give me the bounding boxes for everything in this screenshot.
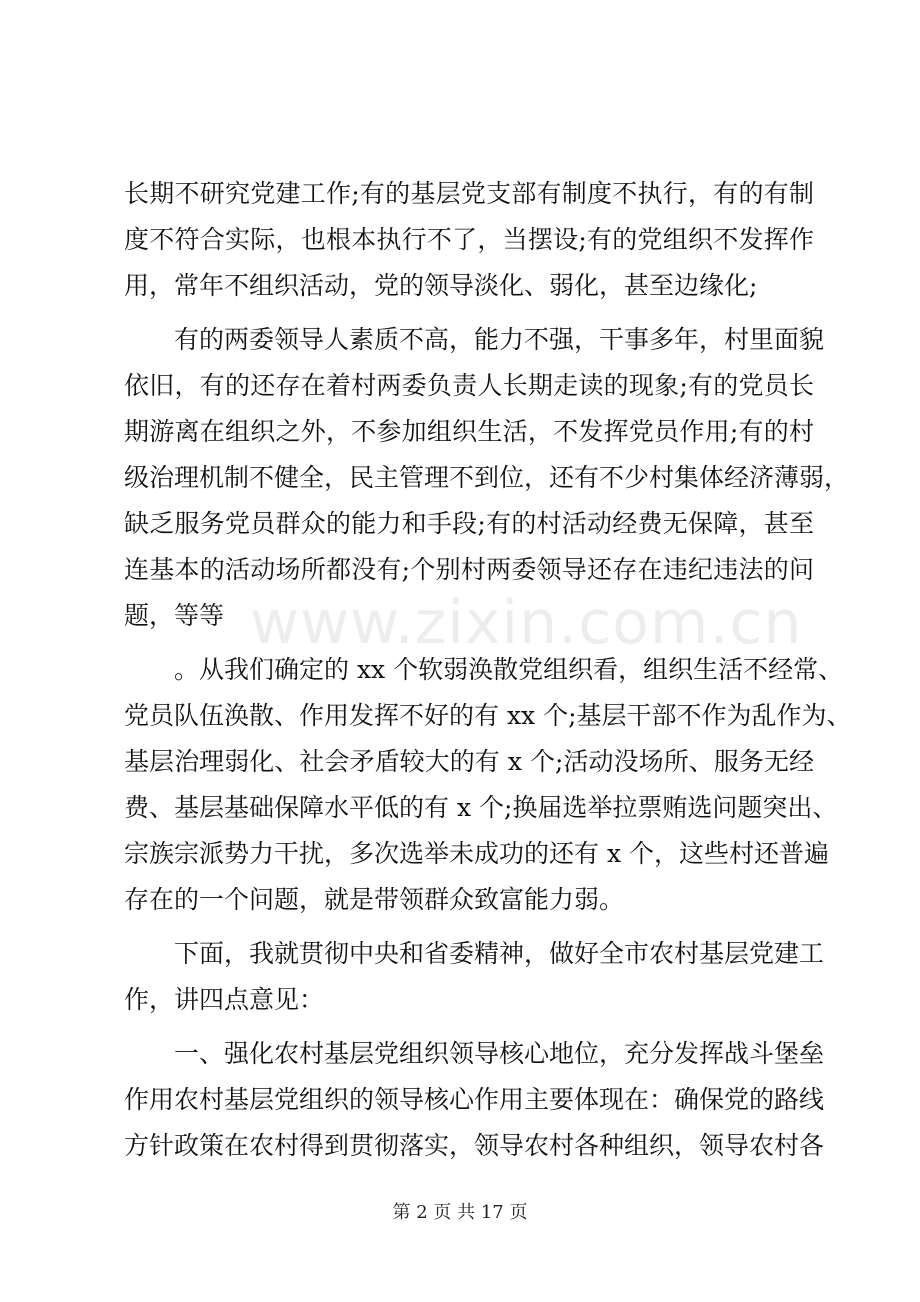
- text-line: 作用农村基层党组织的领导核心作用主要体现在：确保党的路线: [124, 1085, 825, 1114]
- text-line: 作，讲四点意见：: [124, 985, 325, 1014]
- text-line: 一、强化农村基层党组织领导核心地位，充分发挥战斗堡垒: [174, 1039, 825, 1068]
- text-line: 长期不研究党建工作;有的基层党支部有制度不执行，有的有制: [124, 179, 814, 208]
- text-line: 方针政策在农村得到贯彻落实，领导农村各种组织，领导农村各: [124, 1131, 825, 1160]
- text-line: 存在的一个问题，就是带领群众致富能力弱。: [124, 885, 625, 914]
- document-body: [124, 171, 852, 1169]
- text-line: 宗族宗派势力干扰，多次选举未成功的还有 x 个，这些村还普遍: [124, 839, 829, 868]
- watermark: www.zixin.com.cn: [250, 588, 803, 658]
- text-line: 基层治理弱化、社会矛盾较大的有 x 个;活动没场所、服务无经: [124, 747, 814, 776]
- text-line: 。从我们确定的 xx 个软弱涣散党组织看，组织生活不经常、: [174, 655, 844, 684]
- page-number-footer: 第 2 页 共 17 页: [392, 1202, 528, 1223]
- text-line: 缺乏服务党员群众的能力和手段;有的村活动经费无保障，甚至: [124, 509, 814, 538]
- text-line: 用，常年不组织活动，党的领导淡化、弱化，甚至边缘化;: [124, 271, 758, 300]
- text-line: 连基本的活动场所都没有;个别村两委领导还存在违纪违法的问: [124, 555, 814, 584]
- text-line: 依旧，有的还存在着村两委负责人长期走读的现象;有的党员长: [124, 371, 814, 400]
- text-line: 题，等等: [124, 601, 225, 630]
- text-line: 费、基层基础保障水平低的有 x 个;换届选举拉票贿选问题突出、: [124, 793, 838, 822]
- text-line: 度不符合实际，也根本执行不了，当摆设;有的党组织不发挥作: [124, 225, 814, 254]
- text-line: 级治理机制不健全，民主管理不到位，还有不少村集体经济薄弱，: [124, 463, 850, 492]
- text-line: 有的两委领导人素质不高，能力不强，干事多年，村里面貌: [174, 325, 825, 354]
- text-line: 期游离在组织之外，不参加组织生活，不发挥党员作用;有的村: [124, 417, 814, 446]
- text-line: 党员队伍涣散、作用发挥不好的有 xx 个;基层干部不作为乱作为、: [124, 701, 852, 730]
- text-line: 下面，我就贯彻中央和省委精神，做好全市农村基层党建工: [174, 939, 825, 968]
